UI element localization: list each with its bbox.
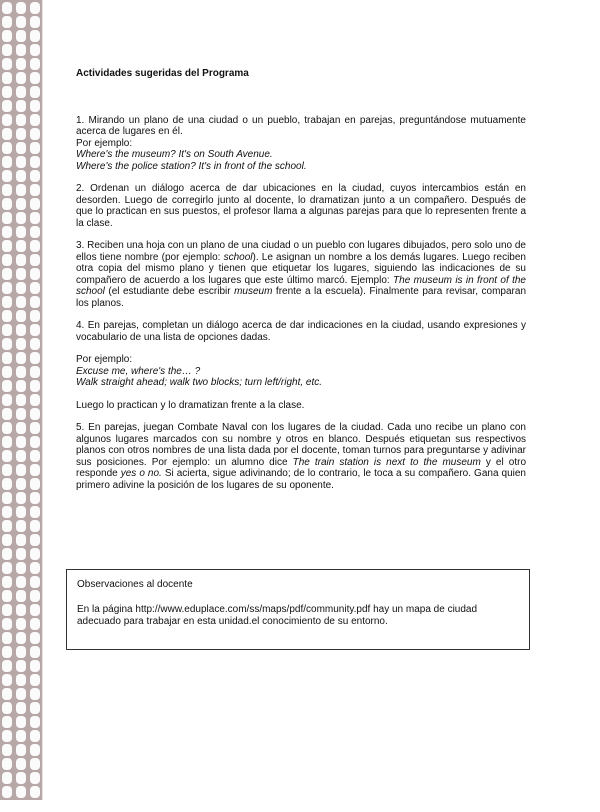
- strip-dot: [30, 352, 40, 364]
- strip-dot: [2, 170, 12, 182]
- activity-3-text: ). Le asignan un nombre a los demás lugares. Luego reciben otra copia del mismo plano y tienen que etiquetar los lugares, siguiendo las indicaciones de su compañero de acuerdo a los lugares que este último marcó. Ejemplo:: [76, 251, 526, 286]
- activity-5-italic: The train station is next to the museum: [292, 456, 481, 468]
- strip-dot: [2, 2, 12, 14]
- strip-dot: [30, 2, 40, 14]
- strip-dot: [30, 464, 40, 476]
- strip-dot: [16, 478, 26, 490]
- strip-dot: [2, 30, 12, 42]
- strip-dot: [30, 562, 40, 574]
- strip-dot: [30, 632, 40, 644]
- strip-dot: [2, 44, 12, 56]
- strip-dot: [2, 86, 12, 98]
- strip-dot: [30, 58, 40, 70]
- strip-dot: [16, 366, 26, 378]
- strip-dot: [2, 100, 12, 112]
- strip-dot: [2, 184, 12, 196]
- strip-dot: [30, 156, 40, 168]
- activity-3-text: 3. Reciben una hoja con un plano de una ciudad o un pueblo con lugares dibujados, pero solo uno de ellos tiene nombre (por ejemplo:: [76, 240, 526, 263]
- strip-dot: [2, 520, 12, 532]
- strip-dot: [30, 492, 40, 504]
- strip-dot: [30, 240, 40, 252]
- side-divider: [42, 0, 43, 800]
- strip-dot: [30, 800, 40, 812]
- strip-dot: [30, 660, 40, 672]
- strip-dot: [16, 142, 26, 154]
- activity-3: [76, 240, 526, 309]
- strip-dot: [2, 674, 12, 686]
- strip-dot: [30, 646, 40, 658]
- strip-dot: [16, 450, 26, 462]
- strip-dot: [2, 296, 12, 308]
- strip-dot: [16, 394, 26, 406]
- strip-dot: [30, 436, 40, 448]
- strip-dot: [2, 324, 12, 336]
- strip-dot: [30, 422, 40, 434]
- strip-dot: [16, 506, 26, 518]
- activity-3-text: frente a la escuela). Finalmente para revisar, comparan los planos.: [76, 286, 527, 309]
- strip-dot: [30, 114, 40, 126]
- strip-dot: [30, 730, 40, 742]
- activity-1-example-1: [76, 149, 526, 161]
- strip-dot: [16, 44, 26, 56]
- strip-dot: [30, 282, 40, 294]
- strip-dot: [2, 464, 12, 476]
- strip-dot: [30, 324, 40, 336]
- strip-dot: [30, 506, 40, 518]
- strip-dot: [16, 114, 26, 126]
- strip-dot: [2, 562, 12, 574]
- activity-4-example-1: [76, 366, 526, 378]
- strip-dot: [30, 702, 40, 714]
- strip-dot: [16, 730, 26, 742]
- strip-dot: [16, 590, 26, 602]
- page-title: Actividades sugeridas del Programa: [76, 68, 249, 79]
- strip-dot: [30, 744, 40, 756]
- strip-dot: [16, 800, 26, 812]
- strip-dot: [2, 576, 12, 588]
- activity-3-italic: The museum is in front of the school: [76, 274, 526, 297]
- strip-dot: [30, 310, 40, 322]
- activity-5-text: Si acierta, sigue adivinando; de lo contrario, le toca a su compañero. Gana quien primero adivine la posición de los lugares de su oponente.: [76, 468, 526, 491]
- strip-dot: [16, 534, 26, 546]
- strip-dot: [2, 450, 12, 462]
- strip-dot: [16, 324, 26, 336]
- strip-dot: [30, 576, 40, 588]
- strip-dot: [16, 100, 26, 112]
- strip-dot: [30, 254, 40, 266]
- strip-dot: [30, 100, 40, 112]
- strip-dot: [30, 184, 40, 196]
- strip-dot: [16, 618, 26, 630]
- strip-dot: [30, 44, 40, 56]
- strip-dot: [2, 478, 12, 490]
- strip-dot: [16, 282, 26, 294]
- strip-dot: [2, 590, 12, 602]
- strip-dot: [30, 478, 40, 490]
- strip-dot: [2, 716, 12, 728]
- activity-3-text: (el estudiante debe escribir: [104, 286, 235, 297]
- strip-dot: [2, 618, 12, 630]
- activity-4: 4. En parejas, completan un diálogo acerca de dar indicaciones en la ciudad, usando expresiones y vocabulario de una lista de opciones dadas.: [76, 320, 526, 343]
- strip-dot: [16, 86, 26, 98]
- strip-dot: [2, 366, 12, 378]
- strip-dot: [2, 380, 12, 392]
- strip-dot: [2, 422, 12, 434]
- activity-4-after: Luego lo practican y lo dramatizan frente a la clase.: [76, 399, 305, 411]
- strip-dot: [16, 786, 26, 798]
- activity-5-italic: yes o no.: [120, 468, 162, 479]
- document-body: [76, 68, 526, 491]
- strip-dot: [30, 450, 40, 462]
- activity-1: [76, 115, 526, 138]
- strip-dot: [30, 338, 40, 350]
- observations-box: [66, 569, 530, 650]
- strip-dot: [30, 758, 40, 770]
- example-text: Walk straight ahead; walk two blocks; turn left/right, etc.: [76, 377, 323, 388]
- strip-dot: [2, 310, 12, 322]
- strip-dot: [16, 548, 26, 560]
- strip-dot: [16, 688, 26, 700]
- strip-dot: [2, 702, 12, 714]
- strip-dot: [16, 646, 26, 658]
- strip-dot: [16, 380, 26, 392]
- activity-4-example-label: Por ejemplo:: [76, 354, 133, 365]
- strip-dot: [2, 254, 12, 266]
- strip-dot: [2, 772, 12, 784]
- activity-1-example-label: Por ejemplo:: [76, 137, 133, 149]
- strip-dot: [2, 408, 12, 420]
- strip-dot: [16, 2, 26, 14]
- strip-dot: [16, 716, 26, 728]
- strip-dot: [16, 772, 26, 784]
- strip-dot: [30, 590, 40, 602]
- strip-dot: [16, 58, 26, 70]
- strip-dot: [16, 338, 26, 350]
- activity-5-text: y el otro responde: [76, 456, 526, 479]
- strip-dot: [16, 422, 26, 434]
- strip-dot: [30, 170, 40, 182]
- strip-dot: [16, 170, 26, 182]
- strip-dot: [2, 506, 12, 518]
- decorative-side-strip: [0, 0, 42, 800]
- strip-dot: [2, 142, 12, 154]
- activity-5-text: 5. En parejas, juegan Combate Naval con los lugares de la ciudad. Cada uno recibe un plano con algunos lugares marcados con su nombre y otros en blanco. Después etiquetan sus respectivos planos con otros nombres de una lista dada por el docente, toman turnos para preguntarse y adivinar sus posiciones. Por ejemplo: un alumno dice: [76, 422, 526, 468]
- strip-dot: [2, 548, 12, 560]
- strip-dot: [16, 408, 26, 420]
- strip-dot: [2, 16, 12, 28]
- strip-dot: [16, 198, 26, 210]
- strip-dot: [30, 394, 40, 406]
- strip-dot: [2, 212, 12, 224]
- strip-dot: [2, 744, 12, 756]
- strip-dot: [30, 520, 40, 532]
- strip-dot: [30, 408, 40, 420]
- strip-dot: [2, 646, 12, 658]
- strip-dot: [30, 86, 40, 98]
- strip-dot: [2, 128, 12, 140]
- strip-dot: [2, 282, 12, 294]
- strip-dot: [16, 674, 26, 686]
- strip-dot: [30, 198, 40, 210]
- strip-dot: [2, 800, 12, 812]
- strip-dot: [2, 632, 12, 644]
- activity-5: [76, 422, 526, 491]
- activity-4-example-2: [76, 377, 526, 389]
- strip-dot: [16, 226, 26, 238]
- strip-dot: [16, 16, 26, 28]
- strip-dot: [30, 268, 40, 280]
- strip-dot: [2, 156, 12, 168]
- strip-dot: [2, 226, 12, 238]
- strip-dot: [16, 464, 26, 476]
- strip-dot: [30, 604, 40, 616]
- strip-dot: [2, 352, 12, 364]
- strip-dot: [16, 128, 26, 140]
- strip-dot: [16, 156, 26, 168]
- strip-dot: [16, 436, 26, 448]
- strip-dot: [2, 492, 12, 504]
- strip-dot: [16, 352, 26, 364]
- strip-dot: [16, 72, 26, 84]
- strip-dot: [2, 58, 12, 70]
- strip-dot: [30, 674, 40, 686]
- strip-dot: [30, 212, 40, 224]
- example-text: Excuse me, where's the… ?: [76, 365, 201, 377]
- strip-dot: [2, 240, 12, 252]
- strip-dot: [30, 142, 40, 154]
- strip-dot: [16, 212, 26, 224]
- strip-dot: [30, 128, 40, 140]
- strip-dot: [30, 716, 40, 728]
- strip-dot: [16, 254, 26, 266]
- strip-dot: [2, 660, 12, 672]
- strip-dot: [16, 576, 26, 588]
- activity-2: 2. Ordenan un diálogo acerca de dar ubicaciones en la ciudad, cuyos intercambios están en desorden. Luego de corregirlo junto al docente, lo dramatizan junto a un compañero. Después de que lo practican en sus puestos, el profesor llama a algunas parejas para que lo representen frente a la clase.: [76, 183, 526, 229]
- strip-dot: [30, 786, 40, 798]
- strip-dot: [16, 604, 26, 616]
- strip-dot: [16, 520, 26, 532]
- strip-dot: [2, 688, 12, 700]
- strip-dot: [16, 240, 26, 252]
- strip-dot: [16, 184, 26, 196]
- strip-dot: [16, 562, 26, 574]
- activity-1-example-2: [76, 161, 526, 173]
- strip-dot: [30, 16, 40, 28]
- strip-dot: [30, 296, 40, 308]
- strip-dot: [30, 380, 40, 392]
- strip-dot: [2, 786, 12, 798]
- activity-1-text: 1. Mirando un plano de una ciudad o un pueblo, trabajan en parejas, preguntándose mutuamente acerca de lugares en él.: [76, 114, 526, 137]
- strip-dot: [30, 72, 40, 84]
- strip-dot: [30, 618, 40, 630]
- strip-dot: [30, 772, 40, 784]
- strip-dot: [2, 436, 12, 448]
- observations-body: En la página http://www.eduplace.com/ss/maps/pdf/community.pdf hay un mapa de ciudad adecuado para trabajar en esta unidad.el conocimiento de su entorno.: [77, 604, 478, 627]
- strip-dot: [16, 758, 26, 770]
- observations-title: Observaciones al docente: [77, 579, 193, 590]
- strip-dot: [2, 72, 12, 84]
- strip-dot: [2, 114, 12, 126]
- strip-dot: [2, 198, 12, 210]
- strip-dot: [16, 268, 26, 280]
- strip-dot: [30, 688, 40, 700]
- activity-3-italic: museum: [234, 286, 273, 297]
- strip-dot: [30, 30, 40, 42]
- strip-dot: [16, 702, 26, 714]
- strip-dot: [2, 338, 12, 350]
- strip-dot: [30, 548, 40, 560]
- strip-dot: [16, 492, 26, 504]
- strip-dot: [16, 296, 26, 308]
- strip-dot: [2, 534, 12, 546]
- strip-dot: [30, 534, 40, 546]
- strip-dot: [2, 604, 12, 616]
- strip-dot: [16, 744, 26, 756]
- strip-dot: [30, 366, 40, 378]
- activity-3-italic: school: [223, 251, 253, 263]
- strip-dot: [30, 226, 40, 238]
- strip-dot: [16, 632, 26, 644]
- strip-dot: [2, 758, 12, 770]
- example-text: Where's the museum? It's on South Avenue.: [76, 149, 273, 160]
- strip-dot: [16, 30, 26, 42]
- example-text: Where's the police station? It's in front of the school.: [76, 160, 307, 172]
- strip-dot: [2, 730, 12, 742]
- strip-dot: [2, 394, 12, 406]
- strip-dot: [16, 660, 26, 672]
- strip-dot: [16, 310, 26, 322]
- strip-dot: [2, 268, 12, 280]
